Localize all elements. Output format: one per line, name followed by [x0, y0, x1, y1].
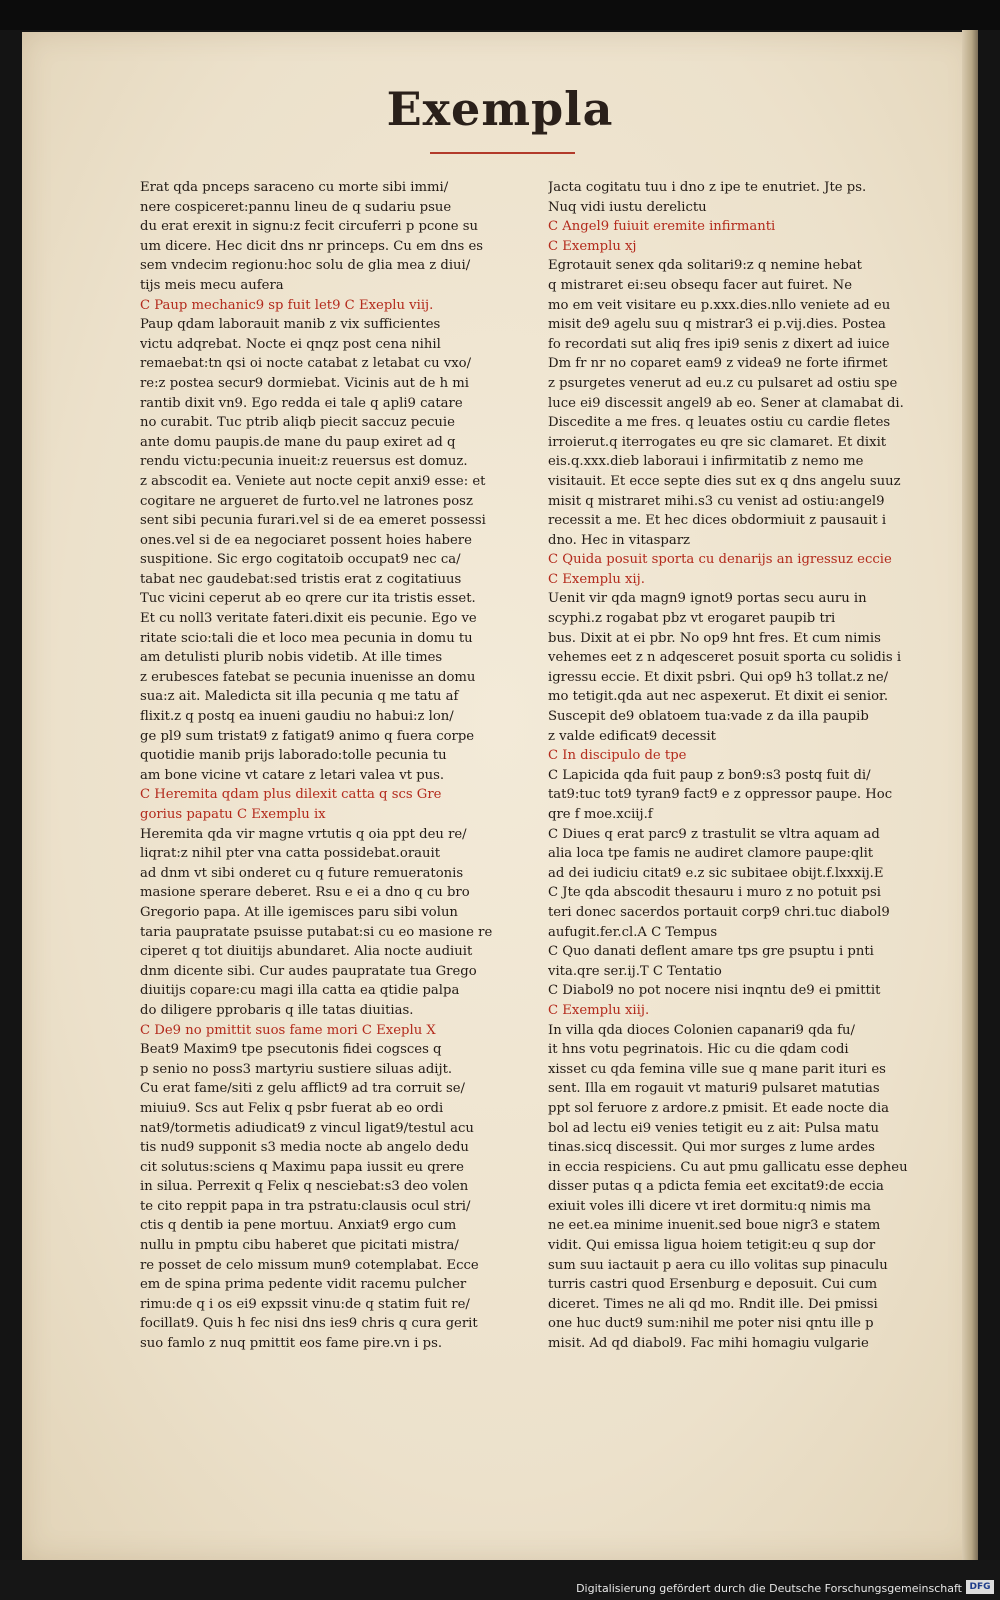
- text-line: um dicere. Hec dicit dns nr princeps. Cu em dns es: [140, 238, 484, 254]
- text-line: diuitijs copare:cu magi illa catta ea qtidie palpa: [140, 983, 460, 999]
- text-line: quotidie manib prijs laborado:tolle pecunia tu: [140, 748, 447, 764]
- text-line: sent. Illa em rogauit vt maturi9 pulsaret matutias: [548, 1081, 880, 1097]
- text-line: Dm fr nr no coparet eam9 z videa9 ne forte ifirmet: [548, 356, 888, 372]
- text-line: vidit. Qui emissa ligua hoiem tetigit:eu q sup dor: [548, 1238, 876, 1254]
- text-line: teri donec sacerdos portauit corp9 chri.tuc diabol9: [548, 904, 890, 920]
- text-line: dno. Hec in vitasparz: [548, 532, 690, 548]
- text-line: taria paupratate psuisse putabat:si cu eo masione re: [140, 924, 493, 940]
- text-line: focillat9. Quis h fec nisi dns ies9 chris q cura gerit: [140, 1316, 478, 1332]
- text-line: aufugit.fer.cl.A C Tempus: [548, 924, 718, 940]
- text-line: sem vndecim regionu:hoc solu de glia mea z diui/: [140, 258, 471, 274]
- text-line: rimu:de q i os ei9 expssit vinu:de q statim fuit re/: [140, 1296, 470, 1312]
- text-line: ge pl9 sum tristat9 z fatigat9 animo q fuera corpe: [140, 728, 475, 744]
- text-line: one huc duct9 sum:nihil me poter nisi qntu ille p: [548, 1316, 874, 1332]
- text-line: Discedite a me fres. q leuates ostiu cu cardie fletes: [548, 415, 891, 431]
- left-text-column: [140, 178, 518, 1354]
- text-line: C Exemplu xj: [548, 238, 637, 254]
- text-line: z abscodit ea. Veniete aut nocte cepit anxi9 esse: et: [140, 473, 486, 489]
- text-line: visitauit. Et ecce septe dies sut ex q dns angelu suuz: [548, 473, 901, 489]
- text-line: C De9 no pmittit suos fame mori C Exeplu X: [140, 1022, 436, 1038]
- text-line: ne eet.ea minime inuenit.sed boue nigr3 e statem: [548, 1218, 881, 1234]
- text-line: ciperet q tot diuitijs abundaret. Alia nocte audiuit: [140, 944, 473, 960]
- text-line: te cito reppit papa in tra pstratu:clausis ocul stri/: [140, 1198, 471, 1214]
- text-line: rantib dixit vn9. Ego redda ei tale q apli9 catare: [140, 395, 463, 411]
- text-line: z erubesces fatebat se pecunia inuenisse an domu: [140, 669, 476, 685]
- text-line: Cu erat fame/siti z gelu afflict9 ad tra corruit se/: [140, 1081, 465, 1097]
- text-line: Uenit vir qda magn9 ignot9 portas secu auru in: [548, 591, 867, 607]
- page-edge: [962, 30, 978, 1565]
- text-line: mo em veit visitare eu p.xxx.dies.nllo veniete ad eu: [548, 297, 891, 313]
- right-text-column: [548, 178, 930, 1354]
- text-line: miuiu9. Scs aut Felix q psbr fuerat ab eo ordi: [140, 1100, 444, 1116]
- text-line: misit q mistraret mihi.s3 cu venist ad ostiu:angel9: [548, 493, 885, 509]
- text-line: misit. Ad qd diabol9. Fac mihi homagiu vulgarie: [548, 1336, 869, 1352]
- text-line: no curabit. Tuc ptrib aliqb piecit saccuz pecuie: [140, 415, 455, 431]
- dfg-logo: DFG: [966, 1580, 994, 1594]
- text-line: fo recordati sut aliq fres ipi9 senis z dixert ad iuice: [548, 336, 890, 352]
- text-line: eis.q.xxx.dieb laboraui i infirmitatib z nemo me: [548, 454, 864, 470]
- text-line: C Quo danati deflent amare tps gre psuptu i pnti: [548, 944, 874, 960]
- text-line: vehemes eet z n adqesceret posuit sporta cu solidis i: [548, 650, 902, 666]
- text-line: do diligere pprobaris q ille tatas diuitias.: [140, 1002, 414, 1018]
- text-line: Erat qda pnceps saraceno cu morte sibi immi/: [140, 180, 449, 195]
- text-line: rendu victu:pecunia inueit:z reuersus est domuz.: [140, 454, 468, 470]
- text-line: C Diues q erat parc9 z trastulit se vltra aquam ad: [548, 826, 880, 842]
- text-line: C Diabol9 no pot nocere nisi inqntu de9 ei pmittit: [548, 983, 881, 999]
- text-line: exiuit voles illi dicere vt iret dormitu:q nimis ma: [548, 1198, 872, 1214]
- text-line: dnm dicente sibi. Cur audes paupratate tua Grego: [140, 963, 477, 979]
- text-line: diceret. Times ne ali qd mo. Rndit ille. Dei pmissi: [548, 1296, 878, 1312]
- text-line: re posset de celo missum mun9 cotemplabat. Ecce: [140, 1257, 479, 1273]
- text-line: Heremita qda vir magne vrtutis q oia ppt deu re/: [140, 826, 467, 842]
- text-line: Beat9 Maxim9 tpe psecutonis fidei cogsces q: [140, 1042, 442, 1058]
- text-line: irroierut.q iterrogates eu qre sic clamaret. Et dixit: [548, 434, 887, 450]
- text-line: sum suu iactauit p aera cu illo volitas sup pinaculu: [548, 1257, 888, 1273]
- text-line: nullu in pmptu cibu haberet que picitati mistra/: [140, 1238, 459, 1254]
- text-line: disser putas q a pdicta femia eet excitat9:de eccia: [548, 1179, 884, 1195]
- text-line: In villa qda dioces Colonien capanari9 qda fu/: [548, 1022, 855, 1038]
- text-line: gorius papatu C Exemplu ix: [140, 807, 326, 822]
- text-line: tijs meis mecu aufera: [140, 277, 284, 293]
- running-head: Exempla: [386, 82, 614, 136]
- text-line: C Heremita qdam plus dilexit catta q scs Gre: [140, 787, 442, 803]
- text-line: flixit.z q postq ea inueni gaudiu no habui:z lon/: [140, 709, 454, 725]
- text-line: Gregorio papa. At ille igemisces paru sibi volun: [140, 904, 458, 920]
- text-line: igressu eccie. Et dixit psbri. Qui op9 h3 tollat.z ne/: [548, 669, 889, 685]
- text-line: cogitare ne argueret de furto.vel ne latrones posz: [140, 493, 473, 509]
- text-line: Tuc vicini ceperut ab eo qrere cur ita tristis esset.: [140, 591, 476, 607]
- text-line: liqrat:z nihil pter vna catta possidebat.orauit: [140, 846, 440, 862]
- text-line: em de spina prima pedente vidit racemu pulcher: [140, 1277, 467, 1293]
- text-line: xisset cu qda femina ville sue q mane parit ituri es: [548, 1061, 886, 1077]
- text-line: turris castri quod Ersenburg e deposuit. Cui cum: [548, 1277, 878, 1293]
- text-line: bus. Dixit at ei pbr. No op9 hnt fres. Et cum nimis: [548, 630, 881, 646]
- text-line: Nuq vidi iustu derelictu: [548, 199, 707, 215]
- text-line: remaebat:tn qsi oi nocte catabat z letabat cu vxo/: [140, 356, 472, 372]
- text-line: ones.vel si de ea negociaret possent hoies habere: [140, 532, 472, 548]
- text-line: C Exemplu xij.: [548, 571, 645, 587]
- digitization-footer: [0, 1560, 1000, 1600]
- text-line: cit solutus:sciens q Maximu papa iussit eu qrere: [140, 1159, 464, 1175]
- text-line: Et cu noll3 veritate fateri.dixit eis pecunie. Ego ve: [140, 611, 477, 627]
- text-line: mo tetigit.qda aut nec aspexerut. Et dixit ei senior.: [548, 689, 889, 705]
- text-line: vita.qre ser.ij.T C Tentatio: [548, 963, 722, 979]
- text-line: sua:z ait. Maledicta sit illa pecunia q me tatu af: [140, 689, 459, 705]
- title-rubric-line: [430, 152, 575, 154]
- text-line: scyphi.z rogabat pbz vt erogaret paupib tri: [548, 611, 836, 627]
- text-line: ad dei iudiciu citat9 e.z sic subitaee obijt.f.lxxxij.E: [548, 865, 884, 881]
- text-line: ctis q dentib ia pene mortuu. Anxiat9 ergo cum: [140, 1218, 457, 1234]
- text-line: suspitione. Sic ergo cogitatoib occupat9 nec ca/: [140, 552, 461, 568]
- text-line: ad dnm vt sibi onderet cu q future remueratonis: [140, 865, 464, 881]
- text-line: ritate scio:tali die et loco mea pecunia in domu tu: [140, 630, 473, 646]
- text-line: z valde edificat9 decessit: [548, 728, 716, 744]
- footer-credit: Digitalisierung gefördert durch die Deutsche Forschungsgemeinschaft: [576, 1582, 962, 1595]
- text-line: qre f moe.xciij.f: [548, 807, 653, 822]
- text-line: Egrotauit senex qda solitari9:z q nemine hebat: [548, 258, 862, 274]
- text-line: alia loca tpe famis ne audiret clamore paupe:qlit: [548, 846, 874, 862]
- text-line: in silua. Perrexit q Felix q nesciebat:s3 deo volen: [140, 1179, 469, 1195]
- text-line: suo famlo z nuq pmittit eos fame pire.vn i ps.: [140, 1336, 443, 1352]
- text-line: ppt sol feruore z ardore.z pmisit. Et eade nocte dia: [548, 1100, 890, 1116]
- text-line: Suscepit de9 oblatoem tua:vade z da illa paupib: [548, 709, 869, 725]
- text-line: tabat nec gaudebat:sed tristis erat z cogitatiuus: [140, 571, 462, 587]
- text-line: z psurgetes venerut ad eu.z cu pulsaret ad ostiu spe: [548, 375, 898, 391]
- text-line: recessit a me. Et hec dices obdormiuit z pausauit i: [548, 513, 887, 529]
- text-line: Paup qdam laborauit manib z vix sufficientes: [140, 317, 441, 333]
- text-line: q mistraret ei:seu obsequ facer aut fuiret. Ne: [548, 277, 852, 293]
- text-line: C Angel9 fuiuit eremite infirmanti: [548, 219, 776, 235]
- text-line: nat9/tormetis adiudicat9 z vincul ligat9/testul acu: [140, 1120, 474, 1136]
- text-line: C Jte qda abscodit thesauru i muro z no potuit psi: [548, 885, 881, 901]
- text-line: p senio no poss3 martyriu sustiere siluas adijt.: [140, 1061, 453, 1077]
- text-line: in eccia respiciens. Cu aut pmu gallicatu esse depheu: [548, 1159, 908, 1175]
- text-line: C Exemplu xiij.: [548, 1002, 650, 1018]
- text-line: misit de9 agelu suu q mistrar3 ei p.vij.dies. Postea: [548, 317, 886, 333]
- text-line: C Paup mechanic9 sp fuit let9 C Exeplu viij.: [140, 297, 434, 313]
- scanner-top-border: [0, 0, 1000, 30]
- text-line: sent sibi pecunia furari.vel si de ea emeret possessi: [140, 513, 486, 529]
- text-line: tis nud9 supponit s3 media nocte ab angelo dedu: [140, 1140, 469, 1156]
- text-line: am bone vicine vt catare z letari valea vt pus.: [140, 767, 445, 783]
- text-line: victu adqrebat. Nocte ei qnqz post cena nihil: [140, 336, 441, 352]
- text-line: tat9:tuc tot9 tyran9 fact9 e z oppressor paupe. Hoc: [548, 787, 893, 803]
- text-line: C Quida posuit sporta cu denarijs an igressuz eccie: [548, 552, 892, 568]
- text-line: tinas.sicq discessit. Qui mor surges z lume ardes: [548, 1140, 875, 1156]
- text-line: bol ad lectu ei9 venies tetigit eu z ait: Pulsa matu: [548, 1120, 879, 1136]
- page-title: [0, 82, 1000, 136]
- text-line: nere cospiceret:pannu lineu de q sudariu psue: [140, 199, 452, 215]
- text-line: C Lapicida qda fuit paup z bon9:s3 postq fuit di/: [548, 767, 871, 783]
- text-line: it hns votu pegrinatois. Hic cu die qdam codi: [548, 1042, 849, 1058]
- text-line: luce ei9 discessit angel9 ab eo. Sener at clamabat di.: [548, 395, 904, 411]
- text-line: C In discipulo de tpe: [548, 748, 687, 764]
- text-line: re:z postea secur9 dormiebat. Vicinis aut de h mi: [140, 375, 470, 391]
- text-line: ante domu paupis.de mane du paup exiret ad q: [140, 434, 456, 450]
- text-line: du erat erexit in signu:z fecit circuferri p pcone su: [140, 219, 478, 235]
- text-line: masione sperare deberet. Rsu e ei a dno q cu bro: [140, 885, 470, 901]
- text-line: am detulisti plurib nobis videtib. At ille times: [140, 650, 443, 666]
- text-line: Jacta cogitatu tuu i dno z ipe te enutriet. Jte ps.: [548, 180, 867, 195]
